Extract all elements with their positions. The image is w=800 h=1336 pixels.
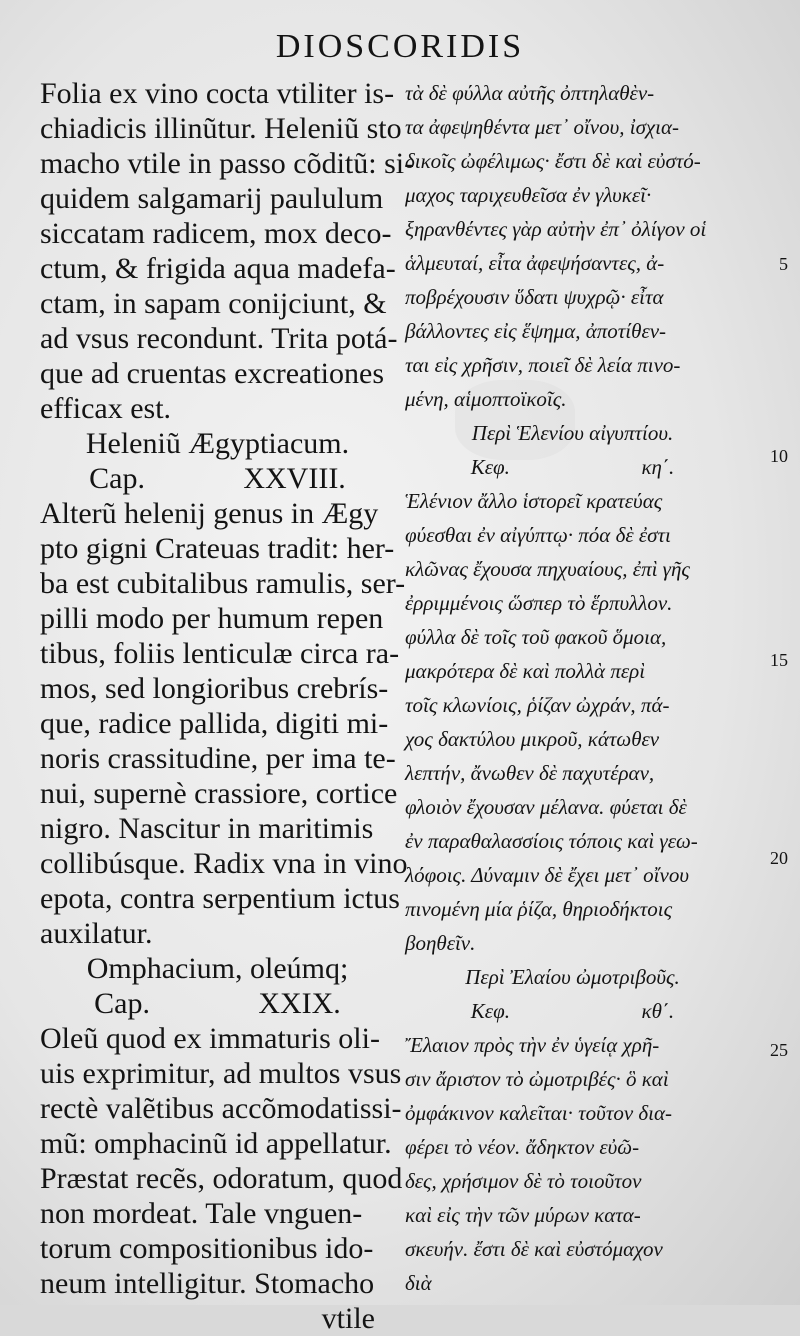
greek-text-line: σκευήν. ἔστι δὲ καὶ εὐστόμαχον — [405, 1237, 663, 1261]
latin-text-line: mũ: omphacinũ id appellatur. — [40, 1127, 392, 1160]
greek-text-line: τοῖς κλωνίοις, ῥίζαν ὠχράν, πά- — [405, 693, 670, 717]
greek-text-line: λεπτήν, ἄνωθεν δὲ παχυτέραν, — [405, 761, 655, 785]
latin-text-line: neum intelligitur. Stomacho — [40, 1267, 375, 1300]
latin-text-line: ba est cubitalibus ramulis, ser- — [40, 567, 406, 600]
greek-text-line: ξηρανθέντες γὰρ αὐτὴν ἐπ᾽ ὀλίγον οἱ — [405, 217, 707, 241]
chapter-number: XXIX. — [258, 987, 341, 1020]
latin-text-line: mos, sed longioribus crebrís- — [40, 672, 389, 705]
latin-text-line: Folia ex vino cocta vtiliter is- — [40, 77, 395, 110]
chapter-label: Κεφ. — [470, 455, 510, 479]
greek-column — [405, 76, 740, 1300]
latin-text-line: nui, supernè crassiore, cortice — [40, 777, 398, 810]
line-number-20: 20 — [770, 848, 788, 868]
greek-text-line: ἁλμευταί, εἶτα ἀφεψήσαντες, ἀ- — [405, 251, 665, 275]
greek-text-line: φύεσθαι ἐν αἰγύπτῳ· πόα δὲ ἐστι — [405, 523, 671, 547]
latin-text-line: Præstat recẽs, odoratum, quod — [40, 1162, 403, 1195]
latin-text-line: uis exprimitur, ad multos vsus — [40, 1057, 402, 1090]
greek-text-line: σιν ἄριστον τὸ ὠμοτριβές· ὃ καὶ — [405, 1067, 669, 1091]
line-number-15: 15 — [770, 650, 788, 670]
catchword: vtile — [321, 1302, 375, 1335]
latin-section-heading: Heleniũ Ægyptiacum. — [85, 427, 350, 460]
greek-text-line: βάλλοντες εἰς ἕψημα, ἀποτίθεν- — [405, 319, 667, 343]
latin-text-line: auxilatur. — [40, 917, 153, 950]
latin-text-line: quidem salgamarij paululum — [40, 182, 384, 215]
latin-text-line: torum compositionibus ido- — [40, 1232, 374, 1265]
latin-section-heading: Omphacium, oleúmq; — [86, 952, 349, 985]
greek-section-heading: Περὶ Ἑλενίου αἰγυπτίου. — [471, 421, 674, 445]
greek-text-line: ται εἰς χρῆσιν, ποιεῖ δὲ λεία πινο- — [405, 353, 681, 377]
greek-text-line: βοηθεῖν. — [405, 931, 476, 955]
greek-text-line: δες, χρήσιμον δὲ τὸ τοιοῦτον — [405, 1169, 642, 1193]
greek-section-heading: Περὶ Ἐλαίου ὠμοτριβοῦς. — [465, 965, 680, 989]
latin-text-line: non mordeat. Tale vnguen- — [40, 1197, 363, 1230]
latin-chapter-heading — [40, 461, 395, 496]
greek-text-line: φέρει τὸ νέον. ἄδηκτον εὐῶ- — [405, 1135, 640, 1159]
latin-text-line: ctam, in sapam conijciunt, & — [40, 287, 387, 320]
greek-text-line: λόφοις. Δύναμιν δὲ ἔχει μετ᾽ οἴνου — [405, 863, 689, 887]
latin-chapter-heading — [40, 986, 395, 1021]
latin-text-line: nigro. Nascitur in maritimis — [40, 812, 374, 845]
greek-text-line: χος δακτύλου μικροῦ, κάτωθεν — [405, 727, 660, 751]
latin-column — [40, 76, 415, 1336]
latin-text-line: siccatam radicem, mox deco- — [40, 217, 392, 250]
latin-text-line: chiadicis illinũtur. Heleniũ sto — [40, 112, 402, 145]
chapter-number: κη΄. — [641, 455, 675, 479]
chapter-label: Κεφ. — [470, 999, 510, 1023]
greek-text-line: ἐν παραθαλασσίοις τόποις καὶ γεω- — [405, 829, 698, 853]
latin-text-line: pilli modo per humum repen — [40, 602, 384, 635]
greek-text-line: ποβρέχουσιν ὕδατι ψυχρῷ· εἶτα — [405, 285, 664, 309]
latin-text-line: efficax est. — [40, 392, 172, 425]
latin-text-line: que, radice pallida, digiti mi- — [40, 707, 389, 740]
chapter-label: Cap. — [94, 987, 150, 1020]
line-number-5: 5 — [779, 254, 788, 274]
latin-text-line: pto gigni Crateuas tradit: her- — [40, 532, 395, 565]
greek-text-line: διὰ — [405, 1271, 432, 1295]
latin-text-line: Oleũ quod ex immaturis oli- — [40, 1022, 380, 1055]
greek-chapter-heading — [405, 450, 740, 484]
latin-text-line: macho vtile in passo cõditũ: si- — [40, 147, 415, 180]
greek-text-line: κλῶνας ἔχουσα πηχυαίους, ἐπὶ γῆς — [405, 557, 690, 581]
latin-text-line: ctum, & frigida aqua madefa- — [40, 252, 396, 285]
latin-text-line: collibúsque. Radix vna in vino — [40, 847, 408, 880]
greek-text-line: καὶ εἰς τὴν τῶν μύρων κατα- — [405, 1203, 641, 1227]
greek-text-line: ὀμφάκινον καλεῖται· τοῦτον δια- — [405, 1101, 673, 1125]
running-header: DIOSCORIDIS — [275, 28, 525, 65]
greek-text-line: μαχος ταριχευθεῖσα ἐν γλυκεῖ· — [405, 183, 652, 207]
latin-text-line: ad vsus recondunt. Trita potá- — [40, 322, 398, 355]
greek-text-line: μένη, αἱμοπτοϊκοῖς. — [405, 387, 567, 411]
latin-text-line: que ad cruentas excreationes — [40, 357, 384, 390]
greek-text-line: Ἔλαιον πρὸς τὴν ἐν ὑγείᾳ χρῆ- — [405, 1033, 660, 1057]
line-number-25: 25 — [770, 1040, 788, 1060]
greek-text-line: ἐρριμμένοις ὥσπερ τὸ ἕρπυλλον. — [405, 591, 673, 615]
latin-text-line: Alterũ helenij genus in Ægy — [40, 497, 379, 530]
greek-chapter-heading — [405, 994, 740, 1028]
latin-text-line: tibus, foliis lenticulæ circa ra- — [40, 637, 400, 670]
greek-text-line: μακρότερα δὲ καὶ πολλὰ περὶ — [405, 659, 646, 683]
chapter-number: XXVIII. — [243, 462, 346, 495]
line-number-10: 10 — [770, 446, 788, 466]
chapter-number: κθ΄. — [641, 999, 675, 1023]
greek-text-line: Ἑλένιον ἄλλο ἱστορεῖ κρατεύας — [405, 489, 663, 513]
greek-text-line: φύλλα δὲ τοῖς τοῦ φακοῦ ὅμοια, — [405, 625, 667, 649]
greek-text-line: φλοιὸν ἔχουσαν μέλανα. φύεται δὲ — [405, 795, 687, 819]
chapter-label: Cap. — [89, 462, 145, 495]
latin-text-line: noris crassitudine, per ima te- — [40, 742, 396, 775]
greek-text-line: τὰ δὲ φύλλα αὐτῆς ὀπτηλαθὲν- — [405, 81, 655, 105]
latin-text-line: epota, contra serpentium ictus — [40, 882, 400, 915]
greek-text-line: πινομένη μία ῥίζα, θηριοδήκτοις — [405, 897, 673, 921]
greek-text-line: δικοῖς ὠφέλιμως· ἔστι δὲ καὶ εὐστό- — [405, 149, 701, 173]
greek-text-line: τα ἀφεψηθέντα μετ᾽ οἴνου, ἰσχια- — [405, 115, 680, 139]
latin-text-line: rectè valẽtibus accõmodatissi- — [40, 1092, 402, 1125]
